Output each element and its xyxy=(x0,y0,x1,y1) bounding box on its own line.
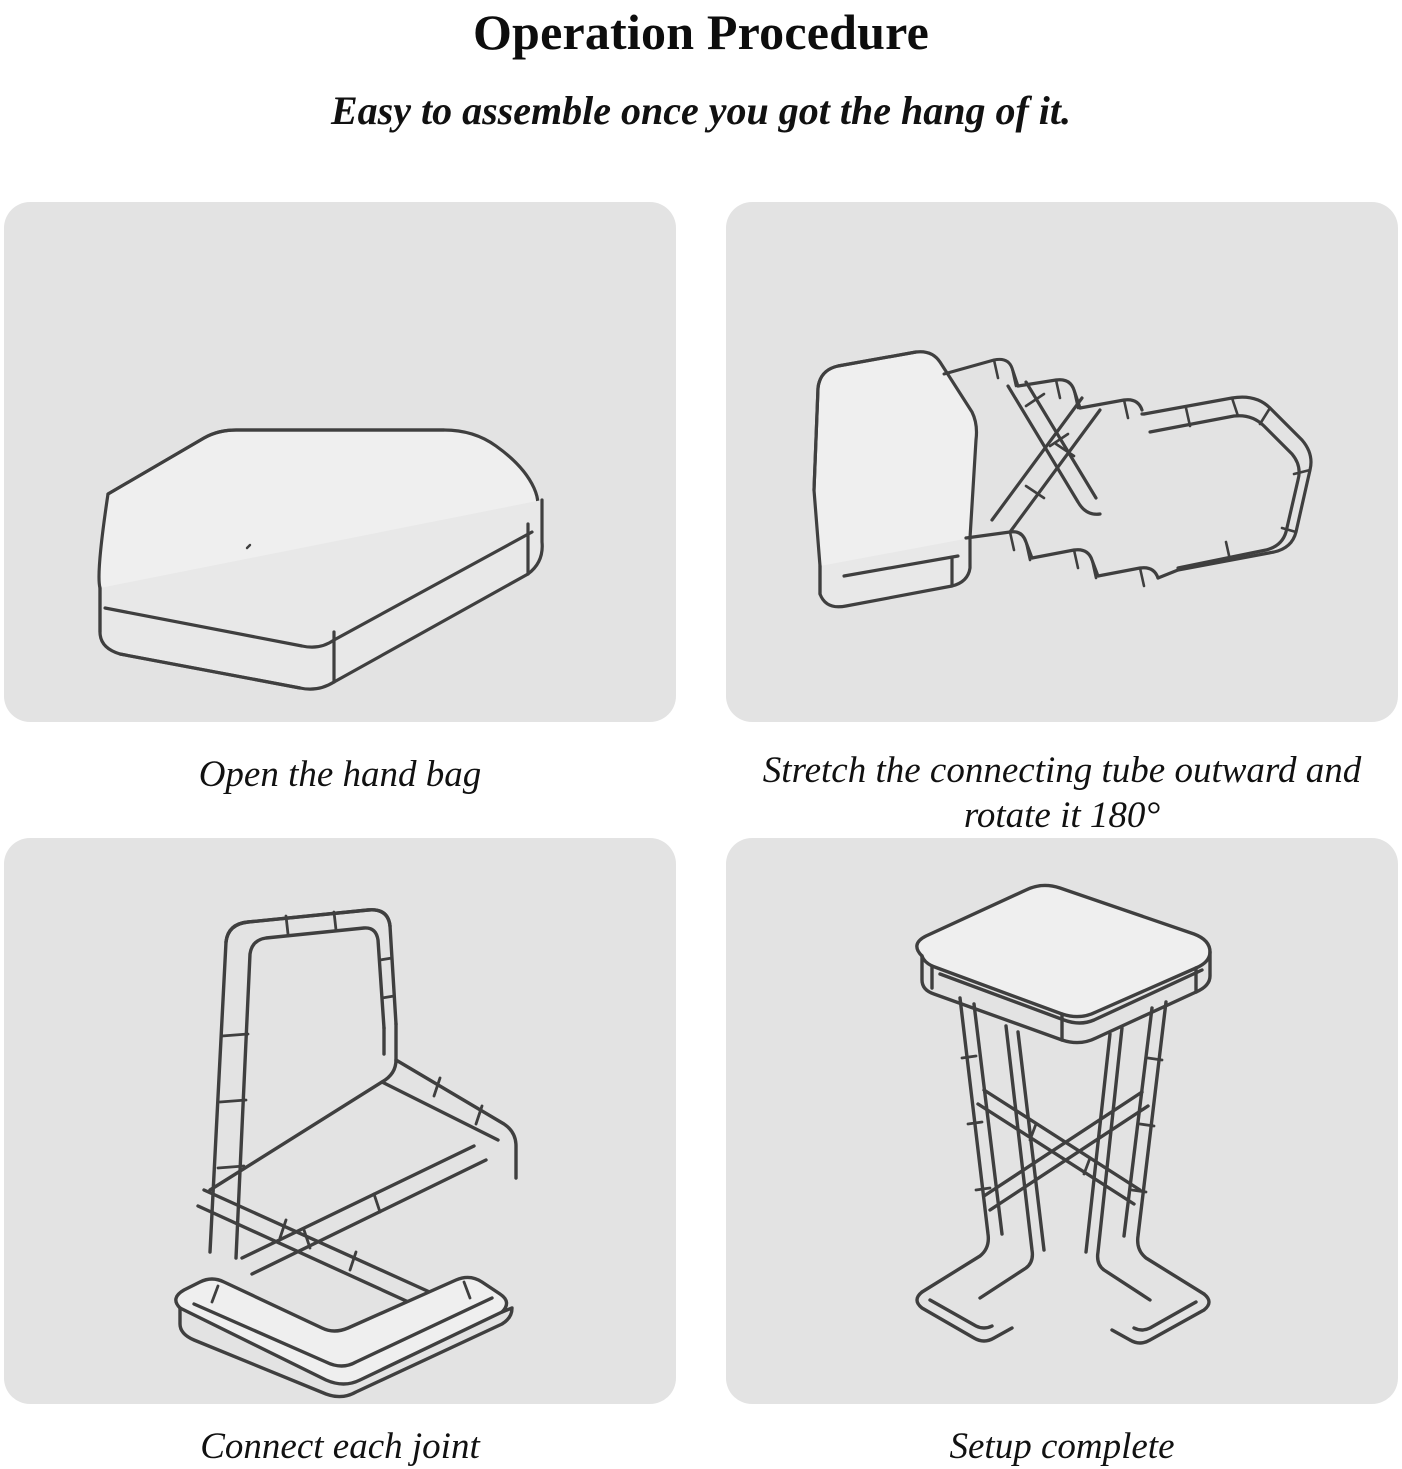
step-4-caption: Setup complete xyxy=(949,1426,1175,1468)
step-item-1 xyxy=(0,202,680,838)
step-1-caption: Open the hand bag xyxy=(198,754,482,795)
frame-joints-icon xyxy=(4,838,676,1404)
step-4-illustration-panel xyxy=(726,838,1398,1404)
step-2-illustration-panel xyxy=(726,202,1398,722)
step-2-caption: Stretch the connecting tube outward and rotate it 180° xyxy=(762,750,1362,837)
unfolding-frame-icon xyxy=(726,202,1398,722)
step-item-4 xyxy=(722,838,1402,1469)
page-subtitle: Easy to assemble once you got the hang of it. xyxy=(331,87,1071,133)
page-title: Operation Procedure xyxy=(472,4,930,60)
assembled-stool-icon xyxy=(726,838,1398,1404)
operation-procedure-page xyxy=(0,4,1402,1468)
step-item-3 xyxy=(0,838,680,1469)
step-3-caption: Connect each joint xyxy=(200,1426,480,1468)
step-1-illustration-panel xyxy=(4,202,676,722)
step-item-2 xyxy=(722,202,1402,838)
folded-stool-bag-icon xyxy=(4,202,676,722)
steps-grid xyxy=(0,202,1402,1469)
step-3-illustration-panel xyxy=(4,838,676,1404)
